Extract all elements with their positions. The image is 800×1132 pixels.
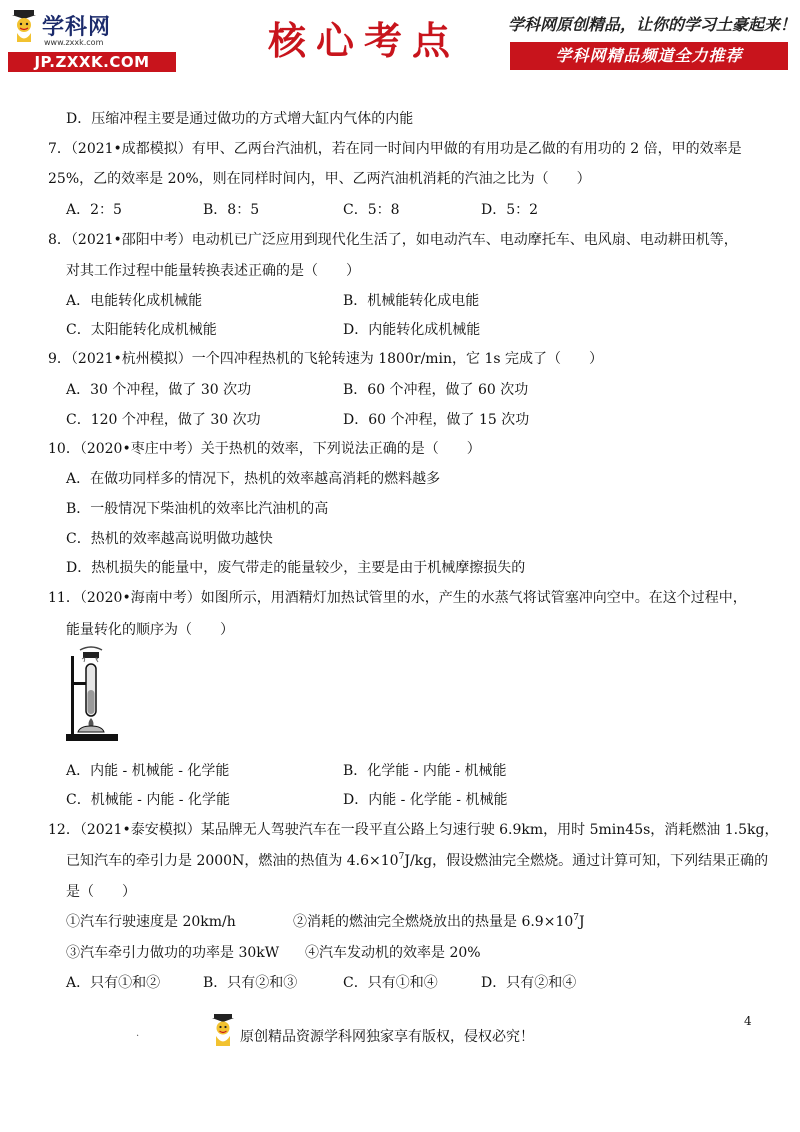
header-slogan: 学科网原创精品，让你的学习土豪起来！ xyxy=(508,15,797,34)
q12-statement-2: ②消耗的燃油完全燃烧放出的热量是 $6.9\times 10^7J$ xyxy=(293,913,585,930)
q10-option-d: D．热机损失的能量中，废气带走的能量较少，主要是由于机械摩擦损失的 xyxy=(66,560,526,576)
logo-domain: www.zxxk.com xyxy=(44,38,104,47)
test-tube-heating-figure xyxy=(62,646,120,744)
q10-option-c: C．热机的效率越高说明做功越快 xyxy=(66,531,273,547)
q8-option-b: B．机械能转化成电能 xyxy=(343,293,480,309)
q11-option-d: D．内能 - 化学能 - 机械能 xyxy=(343,792,508,808)
q12-option-c: C．只有①和④ xyxy=(343,975,438,991)
q8-option-d: D．内能转化成机械能 xyxy=(343,322,481,338)
copyright-notice: 原创精品资源学科网独家享有版权，侵权必究！ xyxy=(240,1029,534,1045)
page-number: 4 xyxy=(744,1014,752,1028)
q7-stem-line1: 7．（2021•成都模拟）有甲、乙两台汽油机，若在同一时间内甲做的有用功是乙做的有用功的 2 倍，甲的效率是 xyxy=(48,141,742,157)
q12-stem-line3: 是（ ） xyxy=(66,884,136,900)
q10-option-a: A．在做功同样多的情况下，热机的效率越高消耗的燃料越多 xyxy=(66,471,441,487)
q12-statement-4: ④汽车发动机的效率是 20% xyxy=(305,945,481,961)
q7-option-b: B．8：5 xyxy=(203,202,260,218)
q9-option-d: D．60 个冲程，做了 15 次功 xyxy=(343,412,530,428)
q10-stem: 10．（2020•枣庄中考）关于热机的效率，下列说法正确的是（ ） xyxy=(48,441,481,457)
q7-option-a: A．2：5 xyxy=(66,202,122,218)
mascot-icon xyxy=(210,1012,236,1050)
q7-option-d: D．5：2 xyxy=(481,202,539,218)
q12-statement-1: ①汽车行驶速度是 20km/h xyxy=(66,914,236,930)
q9-option-b: B．60 个冲程，做了 60 次功 xyxy=(343,382,529,398)
q12-statement-3: ③汽车牵引力做功的功率是 30kW xyxy=(66,945,280,961)
page-footer xyxy=(210,1012,570,1052)
q11-option-a: A．内能 - 机械能 - 化学能 xyxy=(66,763,230,779)
q11-stem-line1: 11．（2020•海南中考）如图所示，用酒精灯加热试管里的水，产生的水蒸气将试管塞冲向空中。在这个过程中， xyxy=(48,590,747,606)
q11-option-c: C．机械能 - 内能 - 化学能 xyxy=(66,792,230,808)
page-header xyxy=(0,0,800,80)
q8-stem-line2: 对其工作过程中能量转换表述正确的是（ ） xyxy=(66,263,360,279)
q12-option-d: D．只有②和④ xyxy=(481,975,577,991)
q12-option-a: A．只有①和② xyxy=(66,975,161,991)
header-banner: 学科网精品频道全力推荐 xyxy=(510,42,788,70)
q8-option-a: A．电能转化成机械能 xyxy=(66,293,203,309)
q12-stem-line1: 12．（2021•泰安模拟）某品牌无人驾驶汽车在一段平直公路上匀速行驶 6.9km，用时 5min45s，消耗燃油 1.5kg， xyxy=(48,822,779,838)
logo-url-bar[interactable]: JP.ZXXK.COM xyxy=(8,52,176,72)
q9-stem: 9．（2021•杭州模拟）一个四冲程热机的飞轮转速为 1800r/min，它 1s 完成了（ ） xyxy=(48,351,604,367)
q11-stem-line2: 能量转化的顺序为（ ） xyxy=(66,622,234,638)
q7-option-c: C．5：8 xyxy=(343,202,400,218)
q6-option-d: D．压缩冲程主要是通过做功的方式增大缸内气体的内能 xyxy=(66,111,414,127)
zxxk-logo[interactable] xyxy=(8,6,178,72)
footer-dot: . xyxy=(136,1028,140,1039)
header-title: 核心考点 xyxy=(268,19,461,63)
q9-option-c: C．120 个冲程，做了 30 次功 xyxy=(66,412,261,428)
q11-option-b: B．化学能 - 内能 - 机械能 xyxy=(343,763,507,779)
q10-option-b: B．一般情况下柴油机的效率比汽油机的高 xyxy=(66,501,329,517)
q9-option-a: A．30 个冲程，做了 30 次功 xyxy=(66,382,252,398)
q7-stem-line2: 25%，乙的效率是 20%，则在同样时间内，甲、乙两汽油机消耗的汽油之比为（ ） xyxy=(48,171,591,187)
q8-stem-line1: 8．（2021•邵阳中考）电动机已广泛应用到现代化生活了，如电动汽车、电动摩托车、电风扇、电动耕田机等， xyxy=(48,232,738,248)
q12-stem-line2: 已知汽车的牵引力是 2000N，燃油的热值为 $4.6\times 10^7J/kg$，假设燃油完全燃烧。通过计算可知，下列结果正确的 xyxy=(66,852,769,869)
logo-name: 学科网 xyxy=(42,15,112,40)
q8-option-c: C．太阳能转化成机械能 xyxy=(66,322,217,338)
mascot-icon xyxy=(10,8,38,46)
q12-option-b: B．只有②和③ xyxy=(203,975,298,991)
